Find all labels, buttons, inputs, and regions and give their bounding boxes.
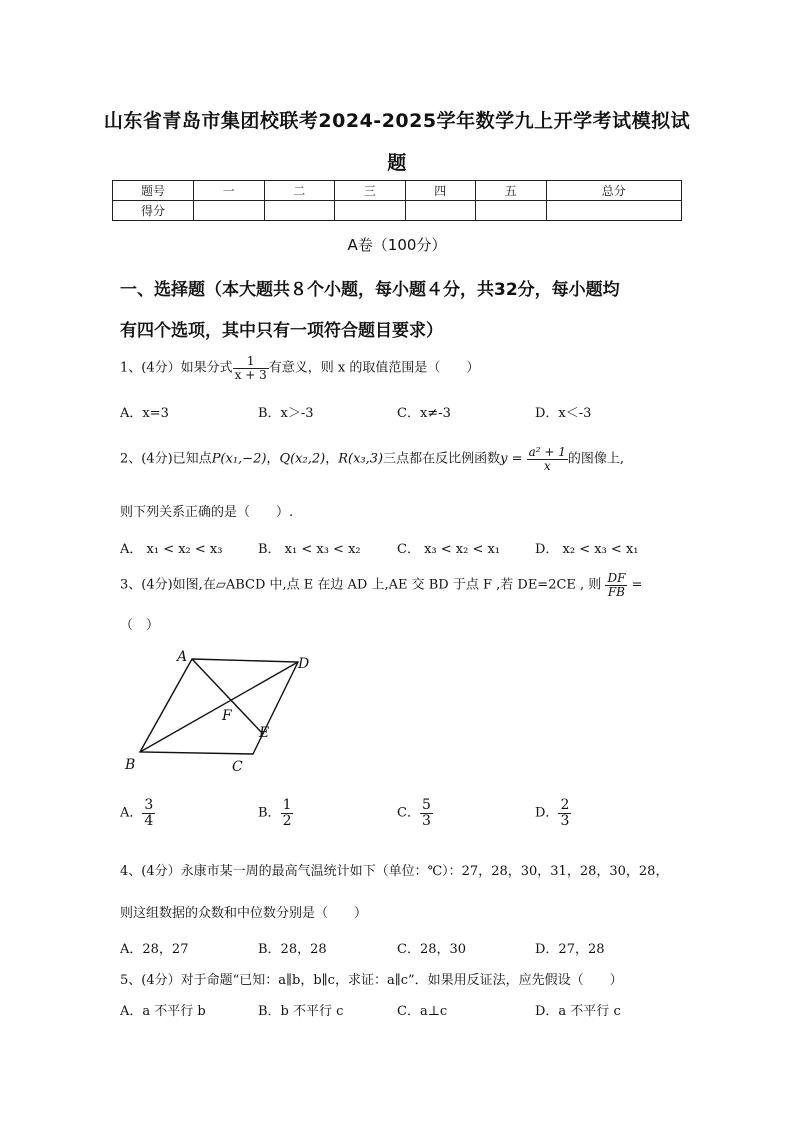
- q4-option-d[interactable]: D．27，28: [535, 942, 605, 957]
- q3-frac-den: FB: [607, 584, 625, 599]
- q5-option-c[interactable]: C．a⊥c: [397, 1004, 448, 1019]
- question-3: [120, 572, 642, 598]
- q3-option-a-label: A．: [120, 805, 143, 821]
- section-heading: 一、选择题（本大题共８个小题，每小题４分，共32分，每小题均: [120, 280, 620, 300]
- question-2-suffix: 的图像上,: [567, 451, 625, 467]
- q3-option-b-fraction: [281, 798, 294, 828]
- q3-option-c-fraction: [420, 798, 433, 828]
- q3-frac-num: DF: [607, 571, 626, 585]
- q1-option-d[interactable]: D．x＜-3: [535, 406, 592, 421]
- q2-sep: ，: [325, 451, 339, 467]
- q5-option-a[interactable]: A．a 不平行 b: [120, 1004, 206, 1019]
- q3-equals: =: [631, 577, 643, 593]
- q3-option-b-den: 2: [282, 812, 292, 829]
- score-table-score-row: [113, 201, 682, 221]
- score-cell: 得分: [113, 201, 194, 221]
- q3-option-a[interactable]: [120, 798, 155, 828]
- score-input-cell[interactable]: [335, 201, 406, 221]
- question-2-prefix: 2、(4分)已知点: [120, 451, 212, 467]
- q1-fraction: [233, 355, 269, 381]
- q2-func-lhs: y =: [500, 451, 523, 467]
- question-2: [120, 446, 624, 472]
- score-cell: 三: [335, 181, 406, 201]
- q2-point-r: R(x₃,3): [338, 451, 384, 467]
- page-title-continued: 题: [387, 152, 407, 174]
- diagonal-bd: [140, 662, 298, 752]
- q1-fraction-den: x + 3: [234, 367, 267, 382]
- q3-option-d-fraction: [558, 798, 571, 828]
- q3-option-c-num: 5: [421, 797, 431, 813]
- score-input-cell[interactable]: [476, 201, 547, 221]
- q2-option-b[interactable]: B． x₁ < x₃ < x₂: [258, 542, 361, 557]
- q2-func-num: a² + 1: [528, 445, 566, 459]
- score-input-cell[interactable]: [264, 201, 335, 221]
- q3-option-b-label: B．: [258, 805, 281, 821]
- q3-option-c-label: C．: [397, 805, 420, 821]
- question-3-text: 3、(4分)如图,在▱ABCD 中,点 E 在边 AD 上,AE 交 BD 于点 F ,若 DE=2CE , 则: [120, 577, 602, 593]
- page-title: 山东省青岛市集团校联考2024-2025学年数学九上开学考试模拟试: [103, 110, 691, 132]
- question-3-line2: （ ）: [120, 618, 160, 633]
- q3-option-d-num: 2: [560, 797, 570, 813]
- q3-option-a-num: 3: [144, 797, 154, 813]
- q4-option-b[interactable]: B．28，28: [258, 942, 327, 957]
- question-1: [120, 355, 479, 381]
- q2-point-p: P(x₁,−2): [211, 451, 267, 467]
- score-input-cell[interactable]: [405, 201, 476, 221]
- q2-option-c[interactable]: C． x₃ < x₂ < x₁: [397, 542, 501, 557]
- score-cell: 题号: [113, 181, 194, 201]
- question-2-line2: 则下列关系正确的是（ ）.: [120, 505, 294, 520]
- q2-point-q: Q(x₂,2): [279, 451, 326, 467]
- q3-option-b[interactable]: [258, 798, 293, 828]
- section-heading-continued: 有四个选项，其中只有一项符合题目要求）: [120, 321, 443, 341]
- label-f: F: [222, 708, 232, 724]
- q2-function-fraction: [527, 446, 568, 472]
- score-cell: 总分: [546, 181, 682, 201]
- q2-option-d[interactable]: D． x₂ < x₃ < x₁: [535, 542, 639, 557]
- question-1-suffix: 有意义，则 x 的取值范围是（ ）: [268, 360, 480, 376]
- score-cell: 四: [405, 181, 476, 201]
- q3-option-d[interactable]: [535, 798, 571, 828]
- score-cell: 五: [476, 181, 547, 201]
- paper-section-heading: A卷（100分）: [347, 236, 447, 254]
- q1-option-b[interactable]: B．x＞-3: [258, 406, 314, 421]
- q2-func-den: x: [543, 458, 551, 473]
- q4-option-c[interactable]: C．28，30: [397, 942, 467, 957]
- label-d: D: [298, 656, 310, 672]
- q4-option-a[interactable]: A．28，27: [120, 942, 189, 957]
- q5-option-d[interactable]: D．a 不平行 c: [535, 1004, 621, 1019]
- q3-option-c[interactable]: [397, 798, 433, 828]
- label-a: A: [177, 649, 188, 665]
- label-e: E: [259, 725, 270, 741]
- q3-option-c-den: 3: [421, 812, 431, 829]
- score-cell: 二: [264, 181, 335, 201]
- q2-option-a[interactable]: A． x₁ < x₂ < x₃: [120, 542, 223, 557]
- score-input-cell[interactable]: [194, 201, 265, 221]
- question-1-prefix: 1、(4分）如果分式: [120, 360, 233, 376]
- score-table: [112, 180, 682, 221]
- q1-option-a[interactable]: A．x=3: [120, 406, 169, 421]
- q3-ratio-fraction: [605, 572, 627, 598]
- label-c: C: [232, 759, 243, 775]
- q5-option-b[interactable]: B．b 不平行 c: [258, 1004, 344, 1019]
- question-5: 5、(4分）对于命题“已知：a∥b，b∥c，求证：a∥c”．如果用反证法，应先假设（ ）: [120, 973, 623, 988]
- q3-option-b-num: 1: [282, 797, 292, 813]
- q3-option-a-fraction: [142, 798, 155, 828]
- q3-option-d-den: 3: [560, 812, 570, 829]
- q3-option-d-label: D．: [535, 805, 559, 821]
- score-cell: 一: [194, 181, 265, 201]
- q2-mid: 三点都在反比例函数: [383, 451, 501, 467]
- score-table-header-row: [113, 181, 682, 201]
- q2-sep: ，: [266, 451, 280, 467]
- label-b: B: [125, 757, 136, 773]
- q1-fraction-num: 1: [233, 355, 269, 369]
- score-input-cell[interactable]: [546, 201, 682, 221]
- parallelogram-figure: [115, 645, 330, 780]
- q1-option-c[interactable]: C．x≠-3: [397, 406, 451, 421]
- question-4: 4、(4分）永康市某一周的最高气温统计如下（单位：℃）：27，28，30，31，28，30，28，: [120, 864, 669, 879]
- q3-option-a-den: 4: [144, 812, 154, 829]
- question-4-line2: 则这组数据的众数和中位数分别是（ ）: [120, 906, 368, 921]
